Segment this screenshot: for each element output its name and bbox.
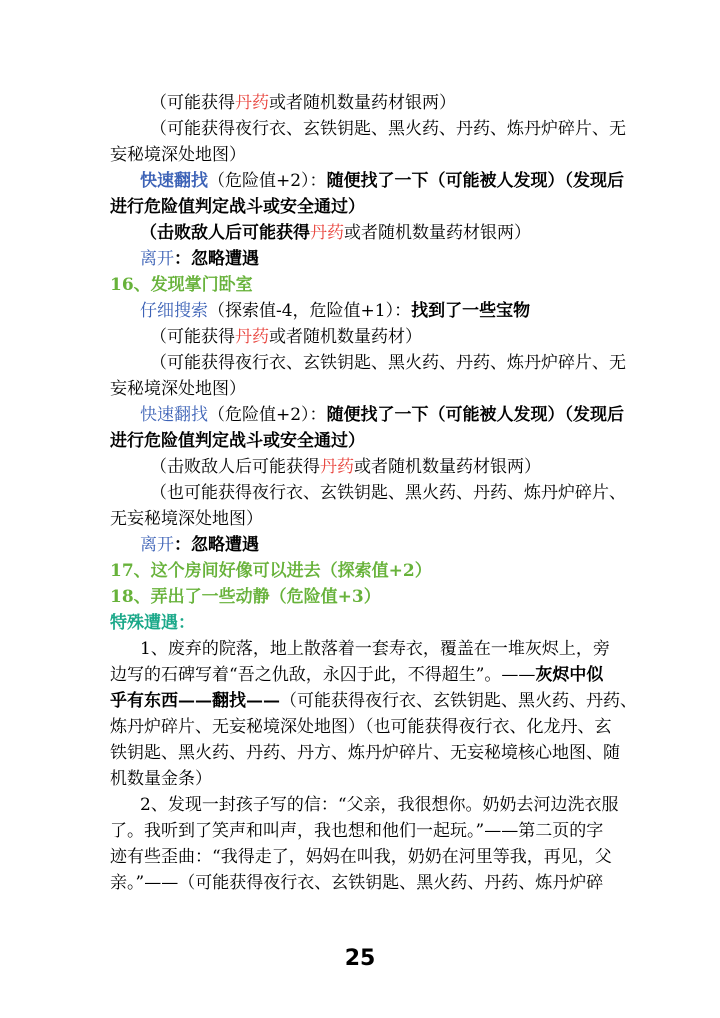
text-line [0,636,720,662]
text-span: 或者随机数量药材银两） [344,223,531,243]
option-label: 快速翻找 [140,171,208,191]
text-span: 亲。”——（可能获得夜行衣、玄铁钥匙、黑火药、丹药、炼丹炉碎 [110,873,604,893]
section-heading [0,584,720,610]
text-span: 灰烬中似 [535,665,604,685]
text-line [0,532,720,558]
section-heading [0,558,720,584]
text-span: 乎有东西——翻找—— [110,691,280,711]
text-span: 随便找了一下（可能被人发现）（发现后 [326,405,625,425]
text-span: 无妄秘境深处地图） [110,509,263,529]
text-span: 随便找了一下（可能被人发现）（发现后 [326,171,625,191]
text-span: （可能获得夜行衣、玄铁钥匙、黑火药、丹药、 [280,691,637,711]
highlight-dan-yao: 丹药 [235,93,269,113]
text-line [0,116,720,142]
text-line [0,480,720,506]
text-line [0,298,720,324]
text-line [0,844,720,870]
text-span: （可能获得夜行衣、玄铁钥匙、黑火药、丹药、炼丹炉碎片、无 [150,353,626,373]
text-span: 机数量金条） [110,769,212,789]
text-line [0,792,720,818]
text-span: 2、发现一封孩子写的信：“父亲，我很想你。奶奶去河边洗衣服 [140,795,619,815]
text-span: 迹有些歪曲：“我得走了，妈妈在叫我，奶奶在河里等我，再见，父 [110,847,612,867]
highlight-dan-yao: 丹药 [310,223,344,243]
heading-text: 16、发现掌门卧室 [110,275,253,295]
page-number: 25 [344,946,376,971]
text-line [0,818,720,844]
text-line [0,246,720,272]
text-span: ：忽略遭遇 [174,535,259,555]
text-line [0,506,720,532]
text-line [0,714,720,740]
text-line [0,662,720,688]
text-span: 边写的石碑写着“吾之仇敌，永囚于此，不得超生”。—— [110,665,536,685]
option-label: 离开 [140,535,174,555]
text-line [0,428,720,454]
text-span: 妄秘境深处地图） [110,145,246,165]
text-line [0,688,720,714]
text-span: ：忽略遭遇 [174,249,259,269]
text-line [0,870,720,896]
text-span: 了。我听到了笑声和叫声，我也想和他们一起玩。”——第二页的字 [110,821,604,841]
text-line [0,454,720,480]
text-line [0,324,720,350]
text-line [0,142,720,168]
text-span: （也可能获得夜行衣、玄铁钥匙、黑火药、丹药、炼丹炉碎片、 [150,483,626,503]
text-line [0,376,720,402]
text-span: （可能获得 [150,93,235,113]
heading-text: 18、弄出了一些动静（危险值+3） [110,587,381,607]
text-line [0,220,720,246]
text-line [0,90,720,116]
text-span: （危险值+2）： [208,405,327,425]
text-line [0,168,720,194]
section-heading [0,272,720,298]
text-span: 炼丹炉碎片、无妄秘境深处地图）（也可能获得夜行衣、化龙丹、玄 [110,717,612,737]
text-span: （击败敌人后可能获得 [150,457,320,477]
text-line [0,402,720,428]
text-span: 妄秘境深处地图） [110,379,246,399]
text-line [0,350,720,376]
text-span: （可能获得 [150,327,235,347]
option-label: 离开 [140,249,174,269]
special-encounter-heading [0,610,720,636]
highlight-dan-yao: 丹药 [235,327,269,347]
text-span: 或者随机数量药材） [269,327,422,347]
option-label: 快速翻找 [140,405,208,425]
text-span: 进行危险值判定战斗或安全通过） [110,431,365,451]
heading-text: 特殊遭遇： [110,613,195,633]
text-line [0,740,720,766]
text-span: 铁钥匙、黑火药、丹药、丹方、炼丹炉碎片、无妄秘境核心地图、随 [110,743,620,763]
text-span: （探索值-4，危险值+1）： [208,301,412,321]
text-span: 找到了一些宝物 [411,301,531,321]
text-span: （击败敌人后可能获得 [140,223,310,243]
text-span: 1、废弃的院落，地上散落着一套寿衣，覆盖在一堆灰烬上，旁 [140,639,610,659]
text-span: （可能获得夜行衣、玄铁钥匙、黑火药、丹药、炼丹炉碎片、无 [150,119,626,139]
text-line [0,766,720,792]
text-span: 或者随机数量药材银两） [354,457,541,477]
text-span: 进行危险值判定战斗或安全通过） [110,197,365,217]
text-line [0,194,720,220]
highlight-dan-yao: 丹药 [320,457,354,477]
heading-text: 17、这个房间好像可以进去（探索值+2） [110,561,432,581]
option-label: 仔细搜索 [140,301,208,321]
text-span: 或者随机数量药材银两） [269,93,456,113]
text-span: （危险值+2）： [208,171,327,191]
